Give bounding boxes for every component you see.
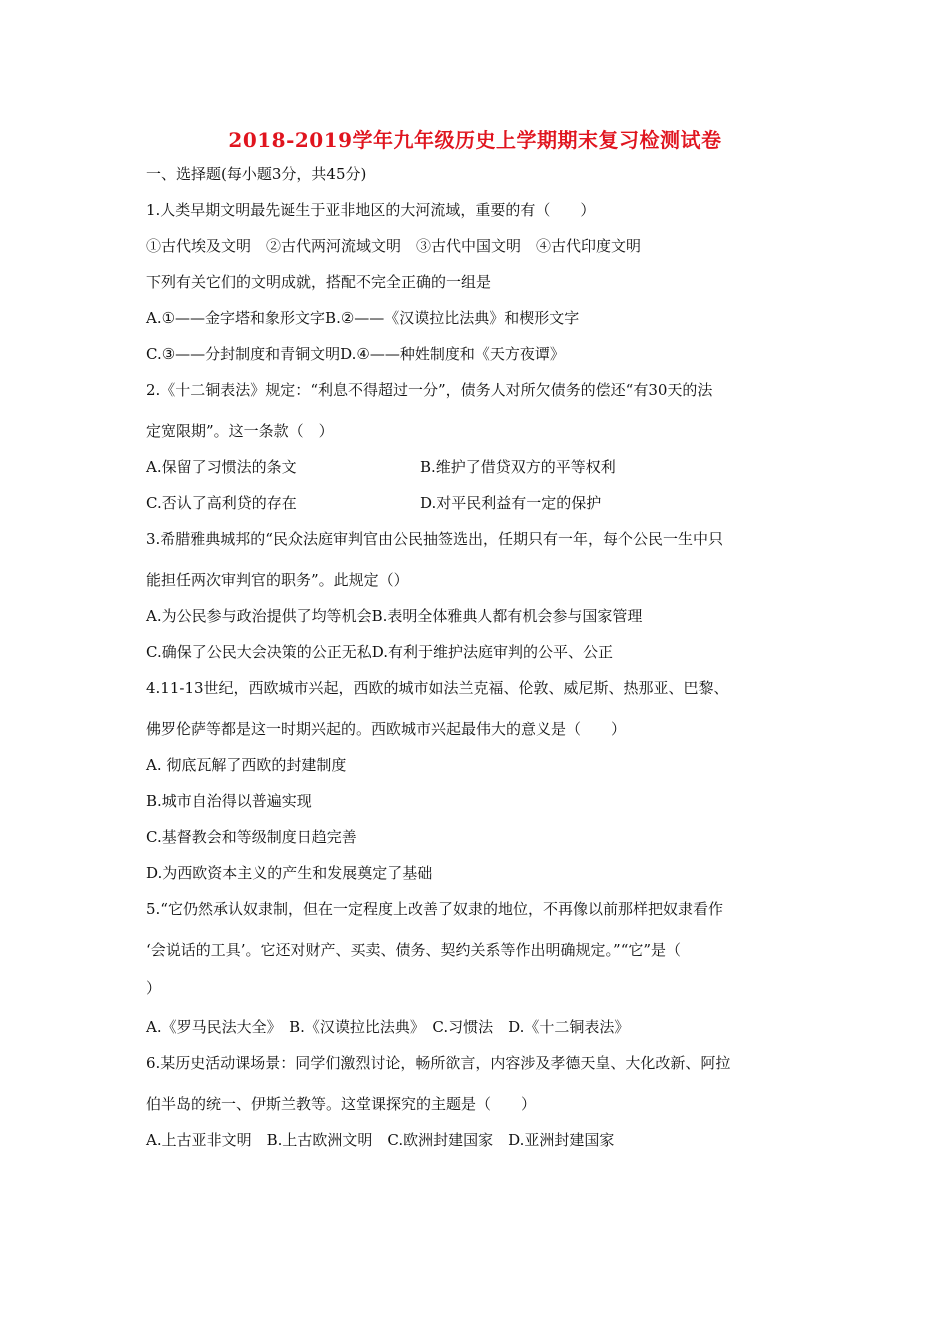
q2-option-c: C.否认了高利贷的存在 <box>146 494 297 512</box>
q3-stem-line1: 3.希腊雅典城邦的“民众法庭审判官由公民抽签选出，任期只有一年，每个公民一生中只 <box>146 530 723 548</box>
q1-stem: 1.人类早期文明最先诞生于亚非地区的大河流域，重要的有（ ） <box>146 201 596 219</box>
q4-option-d: D.为西欧资本主义的产生和发展奠定了基础 <box>146 864 433 882</box>
q2-option-d: D.对平民利益有一定的保护 <box>420 494 602 512</box>
q2-stem-line1: 2.《十二铜表法》规定：“利息不得超过一分”，债务人对所欠债务的偿还“有30天的法 <box>146 381 713 399</box>
q3-options-ab: A.为公民参与政治提供了均等机会B.表明全体雅典人都有机会参与国家管理 <box>146 607 643 625</box>
q4-option-a: A. 彻底瓦解了西欧的封建制度 <box>146 756 347 774</box>
q5-stem-line3: ） <box>146 979 162 997</box>
q6-stem-line2: 伯半岛的统一、伊斯兰教等。这堂课探究的主题是（ ） <box>146 1095 537 1113</box>
q5-stem-line1: 5.“它仍然承认奴隶制，但在一定程度上改善了奴隶的地位，不再像以前那样把奴隶看作 <box>146 900 723 918</box>
q2-stem-line2: 定宽限期”。这一条款（ ） <box>146 422 334 440</box>
q1-items: ①古代埃及文明 ②古代两河流域文明 ③古代中国文明 ④古代印度文明 <box>146 237 642 255</box>
q2-option-a: A.保留了习惯法的条文 <box>146 458 297 476</box>
page-title: 2018-2019学年九年级历史上学期期末复习检测试卷 <box>228 128 722 152</box>
q3-options-cd: C.确保了公民大会决策的公正无私D.有利于维护法庭审判的公平、公正 <box>146 643 613 661</box>
q2-option-b: B.维护了借贷双方的平等权利 <box>420 458 616 476</box>
q3-stem-line2: 能担任两次审判官的职务”。此规定（） <box>146 571 409 589</box>
q1-options-cd: C.③——分封制度和青铜文明D.④——种姓制度和《天方夜谭》 <box>146 345 565 363</box>
q4-stem-line2: 佛罗伦萨等都是这一时期兴起的。西欧城市兴起最伟大的意义是（ ） <box>146 720 627 738</box>
q6-stem-line1: 6.某历史活动课场景：同学们激烈讨论，畅所欲言，内容涉及孝德天皇、大化改新、阿拉 <box>146 1054 731 1072</box>
q1-prompt: 下列有关它们的文明成就，搭配不完全正确的一组是 <box>146 273 492 291</box>
q4-option-b: B.城市自治得以普遍实现 <box>146 792 312 810</box>
section-heading: 一、选择题(每小题3分，共45分) <box>146 165 367 183</box>
q5-options: A.《罗马民法大全》 B.《汉谟拉比法典》 C.习惯法 D.《十二铜表法》 <box>146 1018 630 1036</box>
q4-option-c: C.基督教会和等级制度日趋完善 <box>146 828 357 846</box>
q5-stem-line2: ‘会说话的工具’。它还对财产、买卖、债务、契约关系等作出明确规定。”“它”是（ <box>146 941 682 959</box>
q6-options: A.上古亚非文明 B.上古欧洲文明 C.欧洲封建国家 D.亚洲封建国家 <box>146 1131 615 1149</box>
q4-stem-line1: 4.11-13世纪，西欧城市兴起，西欧的城市如法兰克福、伦敦、威尼斯、热那亚、巴黎、 <box>146 679 729 697</box>
q1-options-ab: A.①——金字塔和象形文字B.②——《汉谟拉比法典》和楔形文字 <box>146 309 580 327</box>
